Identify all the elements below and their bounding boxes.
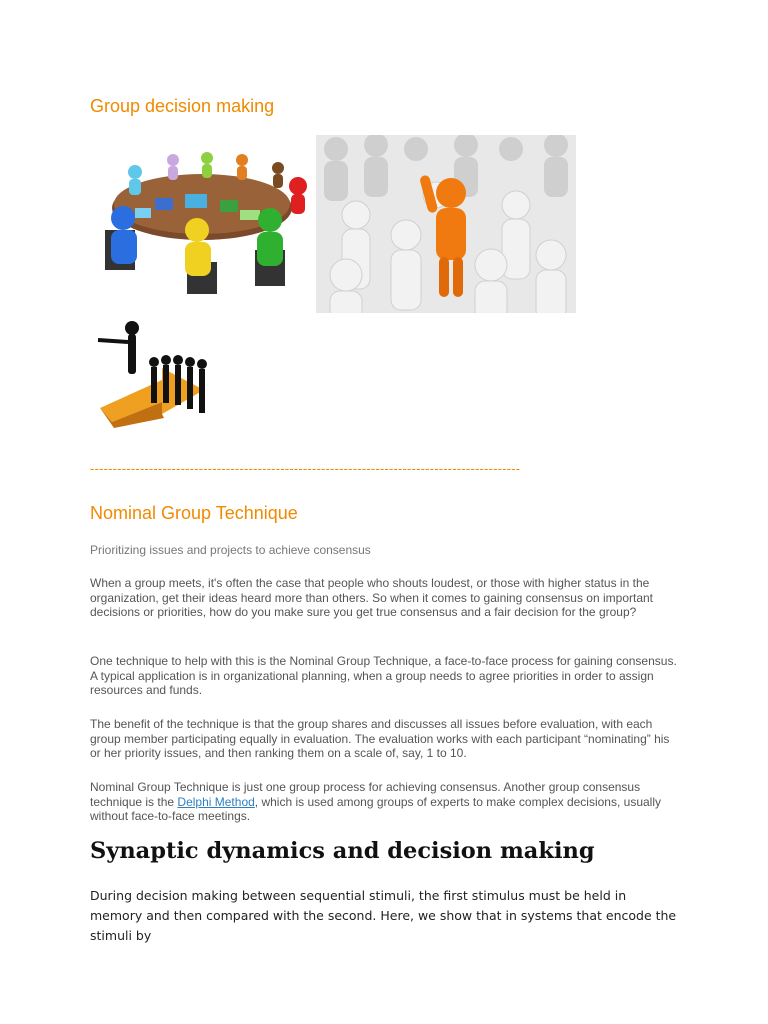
paragraph-4-text-after: , which is used among groups of experts to make complex decisions, usually without face-to-face meetings.	[90, 794, 661, 823]
paragraph-2: One technique to help with this is the Nominal Group Technique, a face-to-face process for gaining consensus. A typical application is in organizational planning, when a group needs to agree priorities in order to assign resources and funds.	[90, 654, 677, 697]
paragraph-4-text-before: Nominal Group Technique is just one group process for achieving consensus. Another group consensus technique is the	[90, 780, 641, 809]
synaptic-body-text: During decision making between sequential stimuli, the first stimulus must be held in memory and then compared with the second. Here, we show that in systems that encode the stimuli by	[90, 888, 677, 943]
section-subtitle: Prioritizing issues and projects to achieve consensus	[90, 543, 371, 557]
paragraph-3: The benefit of the technique is that the group shares and discusses all issues before evaluation, with each group member participating equally in evaluation. The evaluation works with each participant “nominating” his or her priority issues, and then ranking them on a scale of, say, 1 to 10.	[90, 717, 670, 760]
round-table-meeting-image	[95, 150, 310, 300]
delphi-method-link[interactable]: Delphi Method	[177, 794, 255, 809]
paragraph-1: When a group meets, it's often the case that people who shouts loudest, or those with higher status in the organization, get their ideas heard more than others. So when it comes to gaining consensus on important decisions or priorities, how do you make sure you get true consensus and a fair decision for the group?	[90, 576, 653, 619]
section-title-synaptic: Synaptic dynamics and decision making	[90, 838, 595, 864]
section-title-group-decision: Group decision making	[90, 96, 275, 116]
crowd-standout-image	[316, 135, 576, 313]
section-title-nominal-group: Nominal Group Technique	[90, 503, 298, 523]
section-divider: -----------------------------------------------------------------------------------------------	[90, 461, 521, 476]
paragraph-4	[90, 780, 680, 824]
leader-arrow-image	[92, 318, 214, 434]
